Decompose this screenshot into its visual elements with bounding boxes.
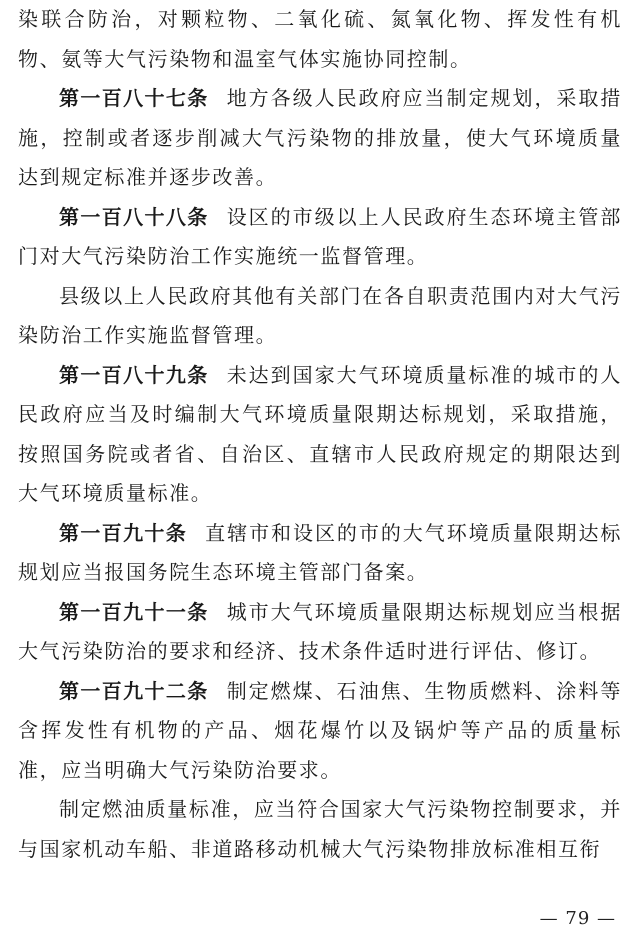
paragraph-text: 制定燃油质量标准，应当符合国家大气污染物控制要求，并与国家机动车船、非道路移动机械大气污染物排放标准相互衔 xyxy=(18,797,622,861)
page-number: — 79 — xyxy=(539,908,616,929)
article-number: 第一百九十条 xyxy=(59,520,188,545)
article-number: 第一百九十二条 xyxy=(59,678,209,703)
paragraph-text: 地方各级人民政府应当制定规划，采取措施，控制或者逐步削减大气污染物的排放量，使大气环境质量达到规定标准并逐步改善。 xyxy=(18,86,622,189)
article-paragraph xyxy=(18,79,622,198)
paragraph-text: 直辖市和设区的市的大气环境质量限期达标规划应当报国务院生态环境主管部门备案。 xyxy=(18,520,623,584)
paragraph-text: 县级以上人民政府其他有关部门在各自职责范围内对大气污染防治工作实施监督管理。 xyxy=(18,283,622,347)
paragraph xyxy=(18,0,622,79)
article-number: 第一百八十九条 xyxy=(59,362,209,387)
article-paragraph xyxy=(18,356,622,514)
paragraph xyxy=(18,277,622,356)
article-paragraph xyxy=(18,198,622,277)
article-paragraph xyxy=(18,514,622,593)
paragraph-text: 染联合防治，对颗粒物、二氧化硫、氮氧化物、挥发性有机物、氨等大气污染物和温室气体实施协同控制。 xyxy=(18,7,622,71)
paragraph-text: 未达到国家大气环境质量标准的城市的人民政府应当及时编制大气环境质量限期达标规划，采取措施，按照国务院或者省、自治区、直辖市人民政府规定的期限达到大气环境质量标准。 xyxy=(18,362,622,505)
paragraph xyxy=(18,790,622,869)
article-number: 第一百九十一条 xyxy=(59,599,209,624)
article-number: 第一百八十七条 xyxy=(59,86,209,110)
article-number: 第一百八十八条 xyxy=(59,204,209,229)
paragraph-text: 城市大气环境质量限期达标规划应当根据大气污染防治的要求和经济、技术条件适时进行评估、修订。 xyxy=(18,599,622,663)
paragraph-text: 制定燃煤、石油焦、生物质燃料、涂料等含挥发性有机物的产品、烟花爆竹以及锅炉等产品的质量标准，应当明确大气污染防治要求。 xyxy=(18,678,622,782)
article-paragraph xyxy=(18,672,622,791)
article-paragraph xyxy=(18,593,622,672)
paragraph-text: 设区的市级以上人民政府生态环境主管部门对大气污染防治工作实施统一监督管理。 xyxy=(18,204,622,268)
document-body xyxy=(18,0,622,869)
